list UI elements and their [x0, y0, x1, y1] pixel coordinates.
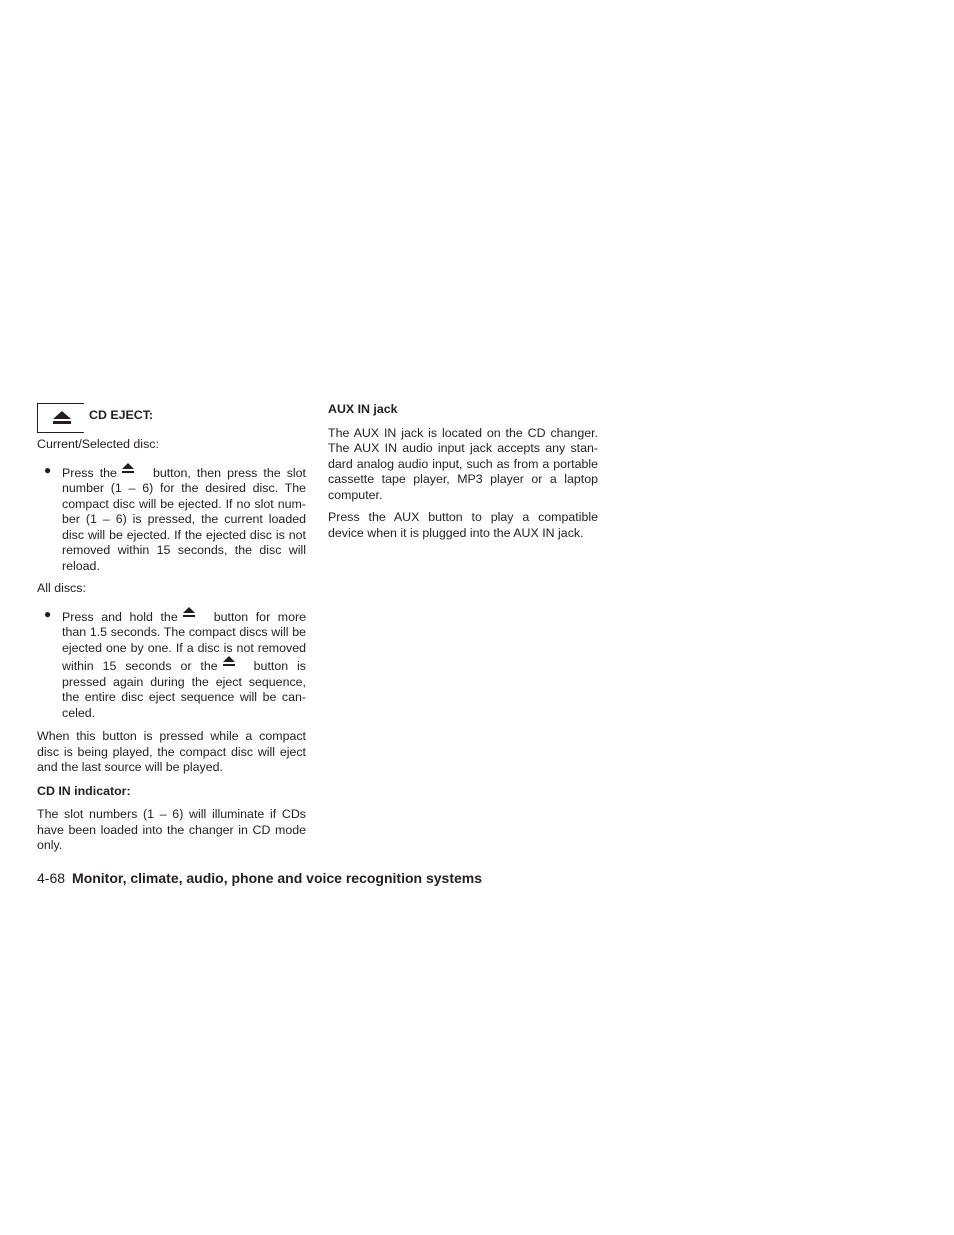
cd-eject-title: CD EJECT: — [89, 408, 154, 422]
when-pressed-paragraph: When this button is pressed while a compact disc is being played, the compact disc will eject and the last source will be played. — [37, 729, 306, 774]
page-footer — [37, 871, 482, 887]
section-title: Monitor, climate, audio, phone and voice recognition systems — [72, 870, 482, 886]
eject-icon — [121, 463, 135, 475]
cd-in-paragraph: The slot numbers (1 – 6) will illuminate if CDs have been loaded into the changer in CD mode only. — [37, 807, 306, 852]
bullet1-text-b: button, then press the slot number (1 – 6) for the desired disc. The compact disc will be ejected. If no slot num-ber (1 – 6) is pressed, the current loaded disc will be ejected. If the ejected disc is not removed within 15 seconds, the disc will reload. — [62, 465, 306, 573]
list-item — [37, 607, 306, 722]
aux-in-paragraph-2: Press the AUX button to play a compatible device when it is plugged into the AUX IN jack. — [328, 510, 598, 540]
left-column — [37, 400, 306, 854]
all-discs-label: All discs: — [37, 581, 86, 595]
bullet1-text-a: Press the — [62, 465, 117, 480]
bullet2-text-a: Press and hold the — [62, 609, 178, 624]
bullet-text — [62, 607, 306, 722]
aux-in-paragraph-1: The AUX IN jack is located on the CD changer. The AUX IN audio input jack accepts any stan-dard analog audio input, such as from a portable cassette tape player, MP3 player or a laptop computer. — [328, 425, 598, 502]
eject-icon — [182, 607, 196, 619]
bullet2-text-c: button is pressed again during the eject sequence, the entire disc eject sequence will be can-celed. — [62, 659, 307, 720]
list-item — [37, 463, 306, 575]
bullet2-text-b: button for more than 1.5 seconds. The compact discs will be ejected one by one. If a disc is not removed within 15 seconds or the — [62, 609, 306, 673]
page-number: 4-68 — [37, 870, 66, 886]
bullet-dot: ● — [44, 462, 52, 477]
right-column — [328, 400, 598, 541]
bullet-dot: ● — [44, 606, 52, 621]
aux-in-heading: AUX IN jack — [328, 402, 398, 416]
current-selected-label: Current/Selected disc: — [37, 437, 159, 451]
cd-eject-heading — [37, 400, 306, 432]
bullet-text — [62, 463, 306, 575]
eject-icon — [53, 411, 71, 425]
cd-in-heading: CD IN indicator: — [37, 783, 131, 798]
eject-icon — [222, 656, 236, 668]
eject-icon-box — [37, 403, 84, 433]
